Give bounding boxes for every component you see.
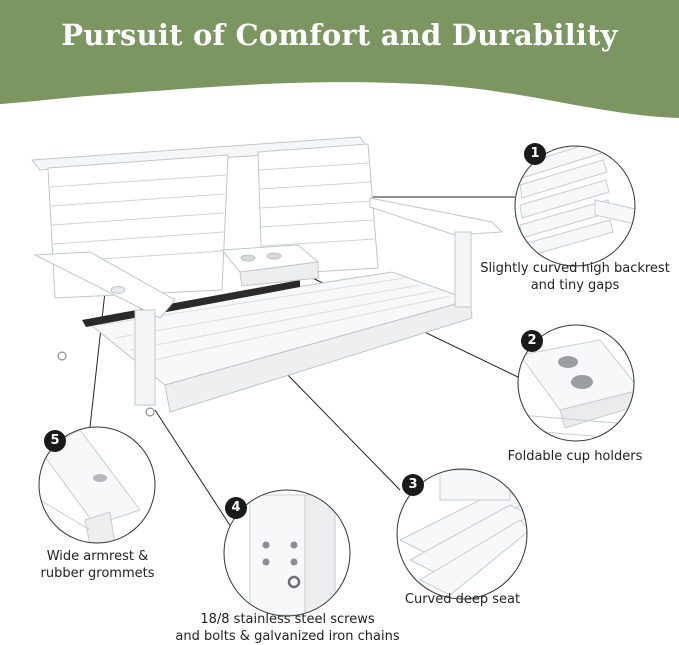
feature-badge-5: 5 [44, 430, 66, 452]
feature-caption-5-line2: rubber grommets [40, 566, 155, 581]
feature-caption-4-line2: and bolts & galvanized iron chains [175, 629, 400, 644]
feature-caption-1-line1: Slightly curved high backrest [480, 261, 670, 276]
feature-badge-1: 1 [524, 143, 546, 165]
porch-swing-illustration [32, 137, 502, 416]
feature-caption-2-line1: Foldable cup holders [507, 449, 643, 464]
feature-caption-4-line1: 18/8 stainless steel screws [200, 612, 375, 627]
feature-badge-3: 3 [402, 474, 424, 496]
feature-caption-4 [150, 611, 425, 645]
feature-caption-3-line1: Curved deep seat [404, 592, 521, 607]
feature-caption-5 [20, 548, 175, 582]
page-title: Pursuit of Comfort and Durability [61, 18, 618, 52]
feature-caption-1 [470, 260, 679, 294]
feature-caption-3 [375, 591, 550, 608]
feature-caption-5-line1: Wide armrest & [46, 549, 149, 564]
feature-badge-2: 2 [521, 330, 543, 352]
feature-badge-4: 4 [225, 497, 247, 519]
feature-caption-2 [480, 448, 670, 465]
feature-caption-1-line2: and tiny gaps [530, 278, 620, 293]
